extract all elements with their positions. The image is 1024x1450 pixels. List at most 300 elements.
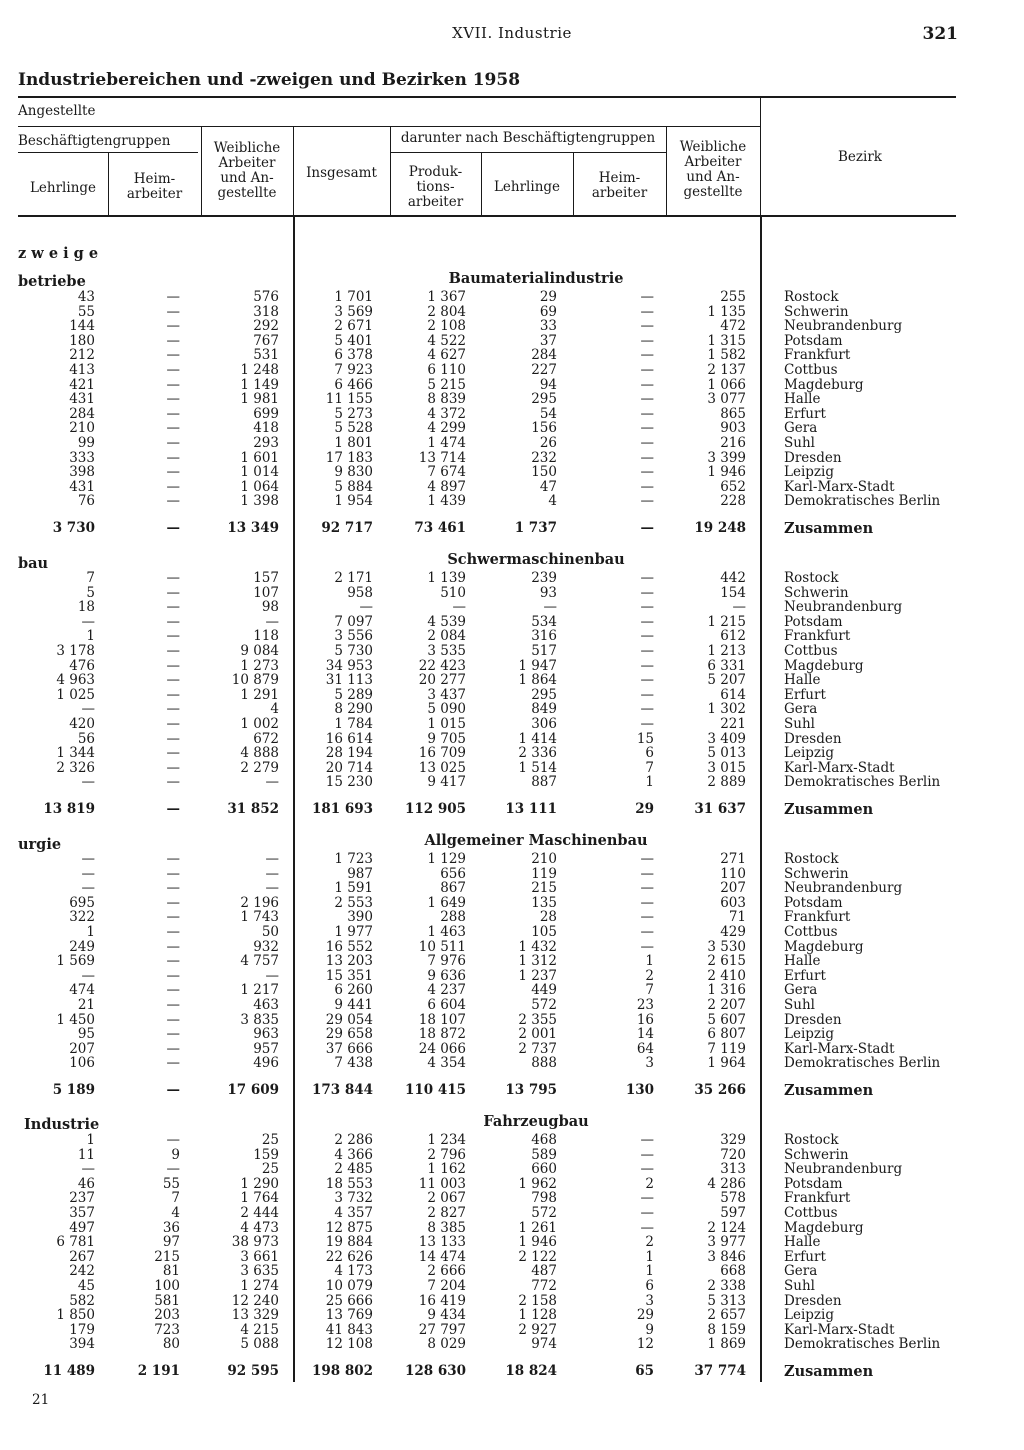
total-cell: 2 191 [137,1363,180,1379]
bezirk-label: Halle [784,1234,821,1250]
table-cell: 3 846 [707,1249,746,1265]
table-cell: — [166,851,180,867]
table-cell: 306 [531,716,557,732]
total-label: Zusammen [784,1082,874,1099]
total-cell: 13 111 [505,801,557,817]
table-cell: 974 [531,1336,557,1352]
table-cell: 357 [69,1205,95,1221]
table-cell: 531 [253,347,279,363]
table-cell: 1 344 [56,745,95,761]
table-cell: 2 279 [240,760,279,776]
total-cell: — [166,801,180,817]
table-cell: 81 [162,1263,180,1279]
total-cell: 198 802 [311,1363,373,1379]
total-cell: 112 905 [404,801,466,817]
table-cell: 1 947 [518,658,557,674]
bezirk-label: Halle [784,672,821,688]
total-cell: 181 693 [311,801,373,817]
table-cell: 8 029 [427,1336,466,1352]
table-cell: 394 [69,1336,95,1352]
bezirk-label: Erfurt [784,406,826,422]
table-cell: 3 635 [240,1263,279,1279]
table-cell: 1 398 [240,493,279,509]
table-cell: 15 230 [325,774,373,790]
table-cell: 25 666 [325,1293,373,1309]
bezirk-label: Cottbus [784,362,838,378]
table-cell: 5 730 [334,643,373,659]
table-cell: — [640,716,654,732]
table-cell: — [640,493,654,509]
table-cell: 24 066 [418,1041,466,1057]
table-cell: 54 [539,406,557,422]
table-cell: 572 [531,997,557,1013]
table-cell: 16 419 [418,1293,466,1309]
table-cell: 46 [77,1176,95,1192]
table-cell: 534 [531,614,557,630]
table-cell: 3 661 [240,1249,279,1265]
table-cell: 76 [77,493,95,509]
table-cell: 156 [531,420,557,436]
table-cell: 3 [645,1293,654,1309]
table-cell: 431 [69,391,95,407]
table-cell: 9 [171,1147,180,1163]
table-cell: — [166,953,180,969]
table-cell: 25 [261,1132,279,1148]
table-cell: 1 414 [518,731,557,747]
table-cell: — [640,687,654,703]
table-cell: 1 291 [240,687,279,703]
table-cell: 1 850 [56,1307,95,1323]
table-cell: 106 [69,1055,95,1071]
table-cell: — [166,1041,180,1057]
total-cell: 3 730 [52,520,95,536]
table-cell: 9 084 [240,643,279,659]
table-cell: 660 [531,1161,557,1177]
table-cell: 2 804 [427,304,466,320]
table-cell: — [166,391,180,407]
table-cell: 1 139 [427,570,466,586]
table-cell: 1 316 [707,982,746,998]
table-cell: 227 [531,362,557,378]
table-cell: — [640,464,654,480]
bezirk-label: Erfurt [784,687,826,703]
fragment-industrie: Industrie [24,1116,100,1133]
table-cell: 1 162 [427,1161,466,1177]
table-cell: 2 553 [334,895,373,911]
total-cell: 110 415 [404,1082,466,1098]
table-cell: 496 [253,1055,279,1071]
table-cell: — [640,362,654,378]
table-cell: 413 [69,362,95,378]
section-title: Allgemeiner Maschinenbau [424,832,648,849]
section-title: Schwermaschinenbau [447,551,625,568]
table-cell: 1 463 [427,924,466,940]
table-cell: 4 897 [427,479,466,495]
table-cell: 849 [531,701,557,717]
table-cell: — [166,318,180,334]
table-cell: 1 217 [240,982,279,998]
table-cell: 29 658 [325,1026,373,1042]
table-cell: 288 [440,909,466,925]
header-heimarbeiter: Heim- arbeiter [126,171,183,202]
table-cell: — [166,895,180,911]
bezirk-label: Rostock [784,851,839,867]
table-cell: 2 084 [427,628,466,644]
bezirk-label: Dresden [784,1293,842,1309]
table-cell: 3 732 [334,1190,373,1206]
bezirk-label: Gera [784,701,818,717]
table-cell: 9 [645,1322,654,1338]
table-cell: — [732,599,746,615]
table-cell: — [640,599,654,615]
table-cell: 1 237 [518,968,557,984]
table-cell: 572 [531,1205,557,1221]
table-cell: 316 [531,628,557,644]
table-cell: 2 338 [707,1278,746,1294]
header-heimarbeiter-2: Heim- arbeiter [591,170,648,201]
table-cell: 11 003 [418,1176,466,1192]
table-cell: — [640,866,654,882]
table-cell: 2 889 [707,774,746,790]
table-cell: — [166,362,180,378]
table-cell: — [166,716,180,732]
table-cell: 18 [77,599,95,615]
table-cell: 22 626 [325,1249,373,1265]
table-cell: 21 [77,997,95,1013]
table-cell: 6 [645,745,654,761]
table-cell: 1 569 [56,953,95,969]
fragment-bau: bau [18,555,49,572]
table-cell: 26 [539,435,557,451]
table-cell: 12 [636,1336,654,1352]
table-cell: 4 539 [427,614,466,630]
table-cell: 13 769 [325,1307,373,1323]
table-cell: 7 119 [707,1041,746,1057]
bezirk-label: Cottbus [784,924,838,940]
table-cell: 1 864 [518,672,557,688]
table-cell: 963 [253,1026,279,1042]
table-cell: 237 [69,1190,95,1206]
table-cell: 2 355 [518,1012,557,1028]
table-cell: — [640,333,654,349]
table-cell: 3 556 [334,628,373,644]
table-cell: 13 203 [325,953,373,969]
bezirk-label: Frankfurt [784,1190,851,1206]
table-cell: 18 872 [418,1026,466,1042]
table-cell: 1 [645,953,654,969]
table-cell: 11 [77,1147,95,1163]
table-cell: — [640,1190,654,1206]
bezirk-label: Leipzig [784,464,834,480]
total-label: Zusammen [784,801,874,818]
header-bezirk: Bezirk [838,149,882,165]
bezirk-label: Suhl [784,1278,815,1294]
bezirk-label: Cottbus [784,1205,838,1221]
table-cell: 179 [69,1322,95,1338]
table-cell: — [640,377,654,393]
table-cell: — [640,614,654,630]
table-cell: 221 [720,716,746,732]
table-cell: 431 [69,479,95,495]
table-cell: 1 474 [427,435,466,451]
table-cell: 1 [645,774,654,790]
table-cell: 418 [253,420,279,436]
table-cell: 589 [531,1147,557,1163]
table-cell: 5 088 [240,1336,279,1352]
bezirk-label: Potsdam [784,895,843,911]
table-cell: 12 240 [231,1293,279,1309]
table-cell: 157 [253,570,279,586]
total-cell: 13 349 [227,520,279,536]
table-cell: 37 666 [325,1041,373,1057]
table-cell: 421 [69,377,95,393]
table-cell: — [81,968,95,984]
table-cell: 9 441 [334,997,373,1013]
fragment-betriebe: betriebe [18,273,86,290]
table-cell: 267 [69,1249,95,1265]
table-cell: — [265,866,279,882]
table-cell: — [640,1220,654,1236]
table-cell: 15 351 [325,968,373,984]
table-cell: 10 879 [231,672,279,688]
table-cell: 28 [539,909,557,925]
total-cell: 128 630 [404,1363,466,1379]
table-cell: 1 213 [707,643,746,659]
table-cell: 93 [539,585,557,601]
table-cell: 2 444 [240,1205,279,1221]
bezirk-label: Magdeburg [784,939,864,955]
table-cell: 1 273 [240,658,279,674]
bezirk-label: Karl-Marx-Stadt [784,479,895,495]
table-cell: — [640,924,654,940]
table-cell: 19 884 [325,1234,373,1250]
table-cell: 888 [531,1055,557,1071]
bezirk-label: Frankfurt [784,628,851,644]
table-cell: — [640,851,654,867]
table-cell: 255 [720,289,746,305]
table-cell: 100 [154,1278,180,1294]
table-cell: 2 158 [518,1293,557,1309]
table-cell: 55 [77,304,95,320]
table-cell: 4 237 [427,982,466,998]
table-cell: 105 [531,924,557,940]
table-cell: 5 [86,585,95,601]
bezirk-label: Neubrandenburg [784,880,903,896]
table-cell: 55 [162,1176,180,1192]
table-cell: 110 [720,866,746,882]
total-cell: 31 852 [227,801,279,817]
header-weibliche-2: Weibliche Arbeiter und An- gestellte [679,139,747,200]
table-cell: — [81,701,95,717]
table-cell: 603 [720,895,746,911]
table-cell: 29 [636,1307,654,1323]
table-cell: 7 [86,570,95,586]
table-cell: — [265,614,279,630]
table-cell: 958 [347,585,373,601]
bezirk-label: Erfurt [784,968,826,984]
total-cell: 92 717 [321,520,373,536]
table-cell: — [81,774,95,790]
bezirk-label: Halle [784,953,821,969]
bezirk-label: Gera [784,1263,818,1279]
table-cell: 612 [720,628,746,644]
table-cell: 7 438 [334,1055,373,1071]
table-cell: — [640,420,654,436]
total-cell: — [166,1082,180,1098]
header-angestellte: Angestellte [18,103,96,119]
table-cell: — [640,1147,654,1163]
table-cell: — [640,672,654,688]
table-cell: 3 437 [427,687,466,703]
table-cell: 10 079 [325,1278,373,1294]
table-cell: 1 432 [518,939,557,955]
table-cell: 2 [645,1176,654,1192]
table-cell: 1 946 [518,1234,557,1250]
table-cell: 4 215 [240,1322,279,1338]
bezirk-label: Dresden [784,450,842,466]
table-cell: 429 [720,924,746,940]
table-cell: 463 [253,997,279,1013]
table-cell: 1 [645,1249,654,1265]
table-cell: 14 474 [418,1249,466,1265]
bezirk-label: Magdeburg [784,658,864,674]
bezirk-label: Magdeburg [784,1220,864,1236]
table-cell: 1 302 [707,701,746,717]
table-cell: 987 [347,866,373,882]
table-cell: 8 385 [427,1220,466,1236]
table-cell: — [166,420,180,436]
table-cell: — [166,585,180,601]
table-cell: 1 981 [240,391,279,407]
table-cell: 95 [77,1026,95,1042]
bezirk-label: Rostock [784,1132,839,1148]
bezirk-label: Karl-Marx-Stadt [784,1322,895,1338]
table-cell: 23 [636,997,654,1013]
total-cell: 18 824 [505,1363,557,1379]
bezirk-label: Schwerin [784,304,849,320]
table-cell: 1 764 [240,1190,279,1206]
table-cell: 487 [531,1263,557,1279]
table-cell: 18 553 [325,1176,373,1192]
header-insgesamt: Insgesamt [306,165,377,181]
bezirk-label: Cottbus [784,643,838,659]
table-cell: — [81,614,95,630]
bezirk-label: Gera [784,982,818,998]
table-cell: 5 884 [334,479,373,495]
table-cell: 29 054 [325,1012,373,1028]
table-cell: 6 781 [56,1234,95,1250]
table-cell: 468 [531,1132,557,1148]
table-cell: 2 137 [707,362,746,378]
header-bottom-rule [18,215,956,217]
table-cell: 772 [531,1278,557,1294]
table-cell: — [640,1132,654,1148]
table-cell: 2 326 [56,760,95,776]
table-cell: 69 [539,304,557,320]
table-cell: 576 [253,289,279,305]
bezirk-label: Suhl [784,435,815,451]
table-cell: 216 [720,435,746,451]
table-cell: 1 962 [518,1176,557,1192]
total-label: Zusammen [784,1363,874,1380]
bezirk-label: Neubrandenburg [784,318,903,334]
table-cell: 6 260 [334,982,373,998]
table-cell: 1 723 [334,851,373,867]
table-cell: 1 869 [707,1336,746,1352]
table-cell: 2 108 [427,318,466,334]
total-cell: 65 [635,1363,654,1379]
table-cell: 4 473 [240,1220,279,1236]
table-cell: 118 [253,628,279,644]
table-cell: 16 614 [325,731,373,747]
table-cell: 3 077 [707,391,746,407]
table-cell: 7 204 [427,1278,466,1294]
table-cell: 1 [86,628,95,644]
header-lehrlinge: Lehrlinge [29,180,97,196]
table-cell: 865 [720,406,746,422]
table-cell: — [640,939,654,955]
table-cell: 5 207 [707,672,746,688]
table-cell: 210 [69,420,95,436]
table-cell: 3 [645,1055,654,1071]
table-cell: — [166,435,180,451]
table-cell: — [166,997,180,1013]
table-cell: 1 964 [707,1055,746,1071]
table-cell: 3 835 [240,1012,279,1028]
table-cell: 2 615 [707,953,746,969]
table-cell: — [81,1161,95,1177]
table-cell: 1 514 [518,760,557,776]
table-cell: 4 173 [334,1263,373,1279]
table-cell: — [166,701,180,717]
bezirk-label: Demokratisches Berlin [784,1055,941,1071]
table-cell: 1 601 [240,450,279,466]
bezirk-label: Dresden [784,731,842,747]
table-cell: — [166,939,180,955]
bezirk-label: Suhl [784,997,815,1013]
table-cell: 4 963 [56,672,95,688]
table-cell: 497 [69,1220,95,1236]
table-cell: 4 757 [240,953,279,969]
table-cell: — [166,731,180,747]
bezirk-label: Halle [784,391,821,407]
table-cell: 34 953 [325,658,373,674]
table-cell: 13 025 [418,760,466,776]
table-cell: 2 666 [427,1263,466,1279]
table-cell: 7 097 [334,614,373,630]
table-cell: — [640,347,654,363]
bezirk-label: Demokratisches Berlin [784,493,941,509]
table-cell: — [640,304,654,320]
table-cell: 3 569 [334,304,373,320]
running-head: XVII. Industrie [452,24,572,42]
header-darunter: darunter nach Beschäftigtengruppen [400,130,656,146]
table-cell: 5 013 [707,745,746,761]
bezirk-label: Erfurt [784,1249,826,1265]
table-cell: 476 [69,658,95,674]
bezirk-label: Leipzig [784,1307,834,1323]
total-cell: 17 609 [227,1082,279,1098]
table-cell: — [81,880,95,896]
table-cell: — [640,479,654,495]
table-cell: 1 784 [334,716,373,732]
table-cell: 695 [69,895,95,911]
table-cell: — [166,289,180,305]
table-cell: 2 122 [518,1249,557,1265]
table-cell: 15 [636,731,654,747]
table-cell: 28 194 [325,745,373,761]
total-cell: 13 795 [505,1082,557,1098]
